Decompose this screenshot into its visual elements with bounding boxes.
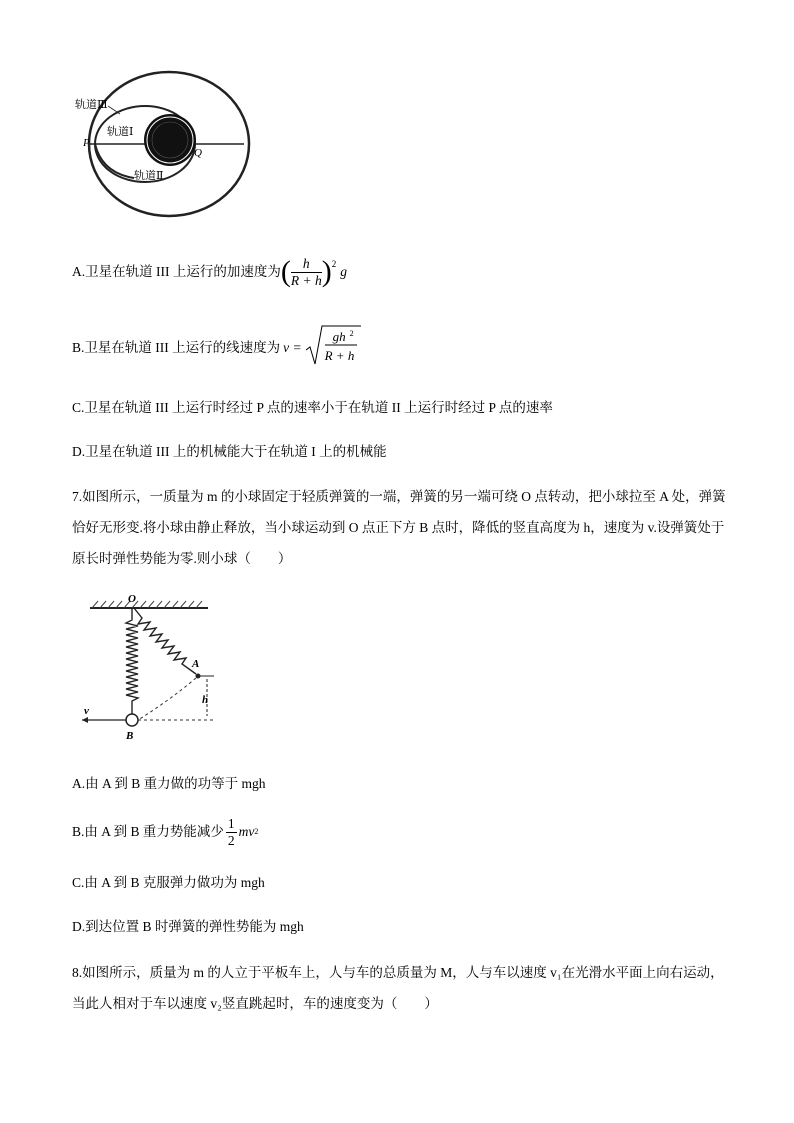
label-v: v bbox=[84, 705, 89, 717]
diagonal-spring bbox=[134, 608, 196, 674]
point-a bbox=[196, 674, 201, 679]
ball-b bbox=[126, 714, 138, 726]
q7-option-b-prefix: B.由 A 到 B 重力势能减少 bbox=[72, 824, 224, 839]
q6-option-b-var: v = bbox=[283, 340, 302, 355]
q6-option-a-denominator: R + h bbox=[290, 272, 322, 288]
q6-option-c: C.卫星在轨道 III 上运行时经过 P 点的速率小于在轨道 II 上运行时经过 P 点的速率 bbox=[72, 400, 553, 415]
q7-option-d: D.到达位置 B 时弹簧的弹性势能为 mgh bbox=[72, 919, 304, 934]
label-o: O bbox=[128, 593, 136, 605]
label-orbit-1: 轨道Ⅰ bbox=[107, 126, 134, 138]
q7-option-b-numerator: 1 bbox=[227, 815, 235, 831]
label-orbit-3-pointer bbox=[108, 106, 120, 114]
open-paren: ( bbox=[280, 255, 291, 288]
q6-option-a-suffix: g bbox=[340, 264, 347, 279]
q7-option-b-exponent: 2 bbox=[254, 827, 259, 836]
q6-option-a-numerator: h bbox=[291, 256, 322, 273]
q6-option-a bbox=[72, 252, 347, 292]
orbit-diagram bbox=[72, 68, 252, 218]
q6-option-d: D.卫星在轨道 III 上的机械能大于在轨道 I 上的机械能 bbox=[72, 444, 387, 459]
q6-option-b bbox=[72, 326, 361, 370]
q7-option-b bbox=[72, 814, 258, 850]
label-orbit-2: 轨道Ⅱ bbox=[134, 170, 164, 182]
label-orbit-3: 轨道Ⅲ bbox=[75, 99, 108, 111]
label-a: A bbox=[192, 658, 200, 670]
q6-option-a-fraction bbox=[291, 256, 322, 289]
q6-option-b-numerator-exp: 2 bbox=[349, 329, 354, 338]
q7-option-b-fraction bbox=[226, 816, 237, 849]
q7-option-b-denominator: 2 bbox=[227, 832, 235, 848]
label-h: h bbox=[202, 694, 209, 706]
q6-option-a-prefix: A.卫星在轨道 III 上运行的加速度为 bbox=[72, 264, 281, 279]
ceiling-hatching bbox=[92, 601, 202, 608]
q7-option-b-suffix: mv bbox=[238, 824, 255, 839]
q6-option-b-denominator: R + h bbox=[324, 348, 355, 363]
q6-option-b-sqrt bbox=[305, 324, 361, 372]
q8-stem: 8.如图所示，质量为 m 的人立于平板车上，人与车的总质量为 M，人与车以速度 v₁在光滑水平面上向右运动，当此人相对于车以速度 v₂竖直跳起时，车的速度变为（ ） bbox=[72, 965, 724, 1011]
q7-option-a: A.由 A 到 B 重力做的功等于 mgh bbox=[72, 776, 266, 791]
q6-option-b-numerator: gh bbox=[332, 329, 346, 344]
path-arc bbox=[138, 678, 196, 720]
vertical-spring bbox=[126, 608, 138, 714]
label-p: P bbox=[83, 137, 90, 149]
spring-diagram bbox=[78, 590, 228, 740]
q6-option-b-prefix: B.卫星在轨道 III 上运行的线速度为 bbox=[72, 340, 281, 355]
label-q: Q bbox=[194, 147, 202, 159]
arrow-left-icon bbox=[82, 717, 88, 723]
close-paren: ) bbox=[321, 255, 332, 288]
q7-option-c: C.由 A 到 B 克服弹力做功为 mgh bbox=[72, 875, 265, 890]
q6-option-a-exponent: 2 bbox=[331, 259, 337, 269]
label-b: B bbox=[126, 730, 134, 740]
q7-stem: 7.如图所示，一质量为 m 的小球固定于轻质弹簧的一端，弹簧的另一端可绕 O 点转动，把小球拉至 A 处，弹簧恰好无形变.将小球由静止释放，当小球运动到 O 点正下方 B 点时，降低的竖直高度为 h，速度为 v.设弹簧处于原长时弹性势能为零.则小球（ ） bbox=[72, 489, 726, 566]
